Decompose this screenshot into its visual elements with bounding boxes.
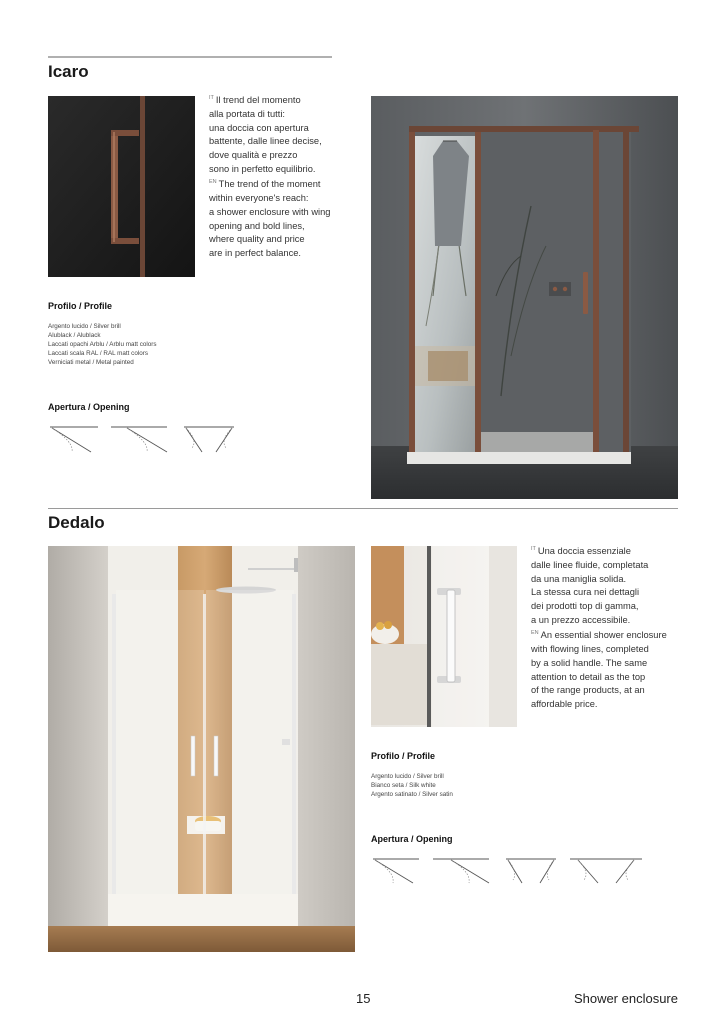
dedalo-desc-line: dalle linee fluide, completata <box>531 559 649 570</box>
dedalo-description <box>531 543 691 712</box>
profile-item: Verniciati metal / Metal painted <box>48 359 134 366</box>
icaro-desc-line: a shower enclosure with wing <box>209 206 331 217</box>
dedalo-desc-line: a un prezzo accessibile. <box>531 614 631 625</box>
icaro-top-rule <box>48 56 332 58</box>
dedalo-desc-line: of the range products, at an <box>531 685 645 696</box>
icaro-profile-label: Profilo / Profile <box>48 301 113 311</box>
dedalo-opening-diagram-2 <box>431 856 493 886</box>
page-number: 15 <box>356 991 371 1006</box>
dedalo-profile-list <box>371 772 453 799</box>
profile-item: Laccati scala RAL / RAL matt colors <box>48 350 148 357</box>
dedalo-desc-line: dei prodotti top di gamma, <box>531 600 639 611</box>
icaro-title: Icaro <box>48 62 89 81</box>
dedalo-desc-line: attention to detail as the top <box>531 671 646 682</box>
dedalo-opening-diagram-4 <box>568 856 644 886</box>
profile-item: Bianco seta / Silk white <box>371 782 436 789</box>
icaro-opening-diagram-1 <box>48 424 103 456</box>
dedalo-opening-diagram-3 <box>504 856 558 886</box>
icaro-desc-line: $^{IT}$ Il trend del momento <box>209 95 301 106</box>
icaro-desc-line: where quality and price <box>209 234 305 245</box>
profile-item: Argento lucido / Silver brill <box>48 323 121 330</box>
dedalo-shower-photo <box>48 546 355 952</box>
footer-category: Shower enclosure <box>573 991 678 1006</box>
dedalo-title: Dedalo <box>48 513 105 532</box>
dedalo-opening-diagram-1 <box>371 856 423 886</box>
icaro-opening-diagram-2 <box>109 424 171 456</box>
icaro-room-photo <box>371 96 678 499</box>
icaro-desc-line: una doccia con apertura <box>209 122 309 133</box>
dedalo-profile-label: Profilo / Profile <box>371 751 436 761</box>
dedalo-handle-photo <box>371 546 517 727</box>
dedalo-opening-label: Apertura / Opening <box>371 834 453 844</box>
icaro-desc-line: opening and bold lines, <box>209 220 305 231</box>
profile-item: Argento satinato / Silver satin <box>371 791 453 798</box>
icaro-opening-diagram-3 <box>182 424 236 456</box>
dedalo-desc-line: $^{EN}$ An essential shower enclosure <box>531 630 667 641</box>
icaro-opening-label: Apertura / Opening <box>48 402 130 412</box>
icaro-desc-line: alla portata di tutti: <box>209 108 285 119</box>
icaro-handle-photo <box>48 96 195 277</box>
icaro-desc-line: within everyone's reach: <box>209 193 309 204</box>
icaro-description <box>209 92 359 261</box>
dedalo-desc-line: $^{IT}$ Una doccia essenziale <box>531 546 631 557</box>
icaro-desc-line: dove qualità e prezzo <box>209 149 298 160</box>
dedalo-desc-line: da una maniglia solida. <box>531 573 627 584</box>
dedalo-desc-line: affordable price. <box>531 698 598 709</box>
icaro-profile-list <box>48 322 157 367</box>
dedalo-desc-line: with flowing lines, completed <box>531 644 649 655</box>
icaro-desc-line: sono in perfetto equilibrio. <box>209 163 316 174</box>
profile-item: Argento lucido / Silver brill <box>371 773 444 780</box>
icaro-desc-line: are in perfect balance. <box>209 247 301 258</box>
dedalo-top-rule <box>48 508 678 509</box>
dedalo-desc-line: by a solid handle. The same <box>531 657 648 668</box>
icaro-desc-line: battente, dalle linee decise, <box>209 136 322 147</box>
icaro-desc-line: $^{EN}$ The trend of the moment <box>209 179 321 190</box>
dedalo-desc-line: La stessa cura nei dettagli <box>531 587 640 598</box>
profile-item: Alublack / Alublack <box>48 332 101 339</box>
profile-item: Laccati opachi Arblu / Arblu matt colors <box>48 341 157 348</box>
